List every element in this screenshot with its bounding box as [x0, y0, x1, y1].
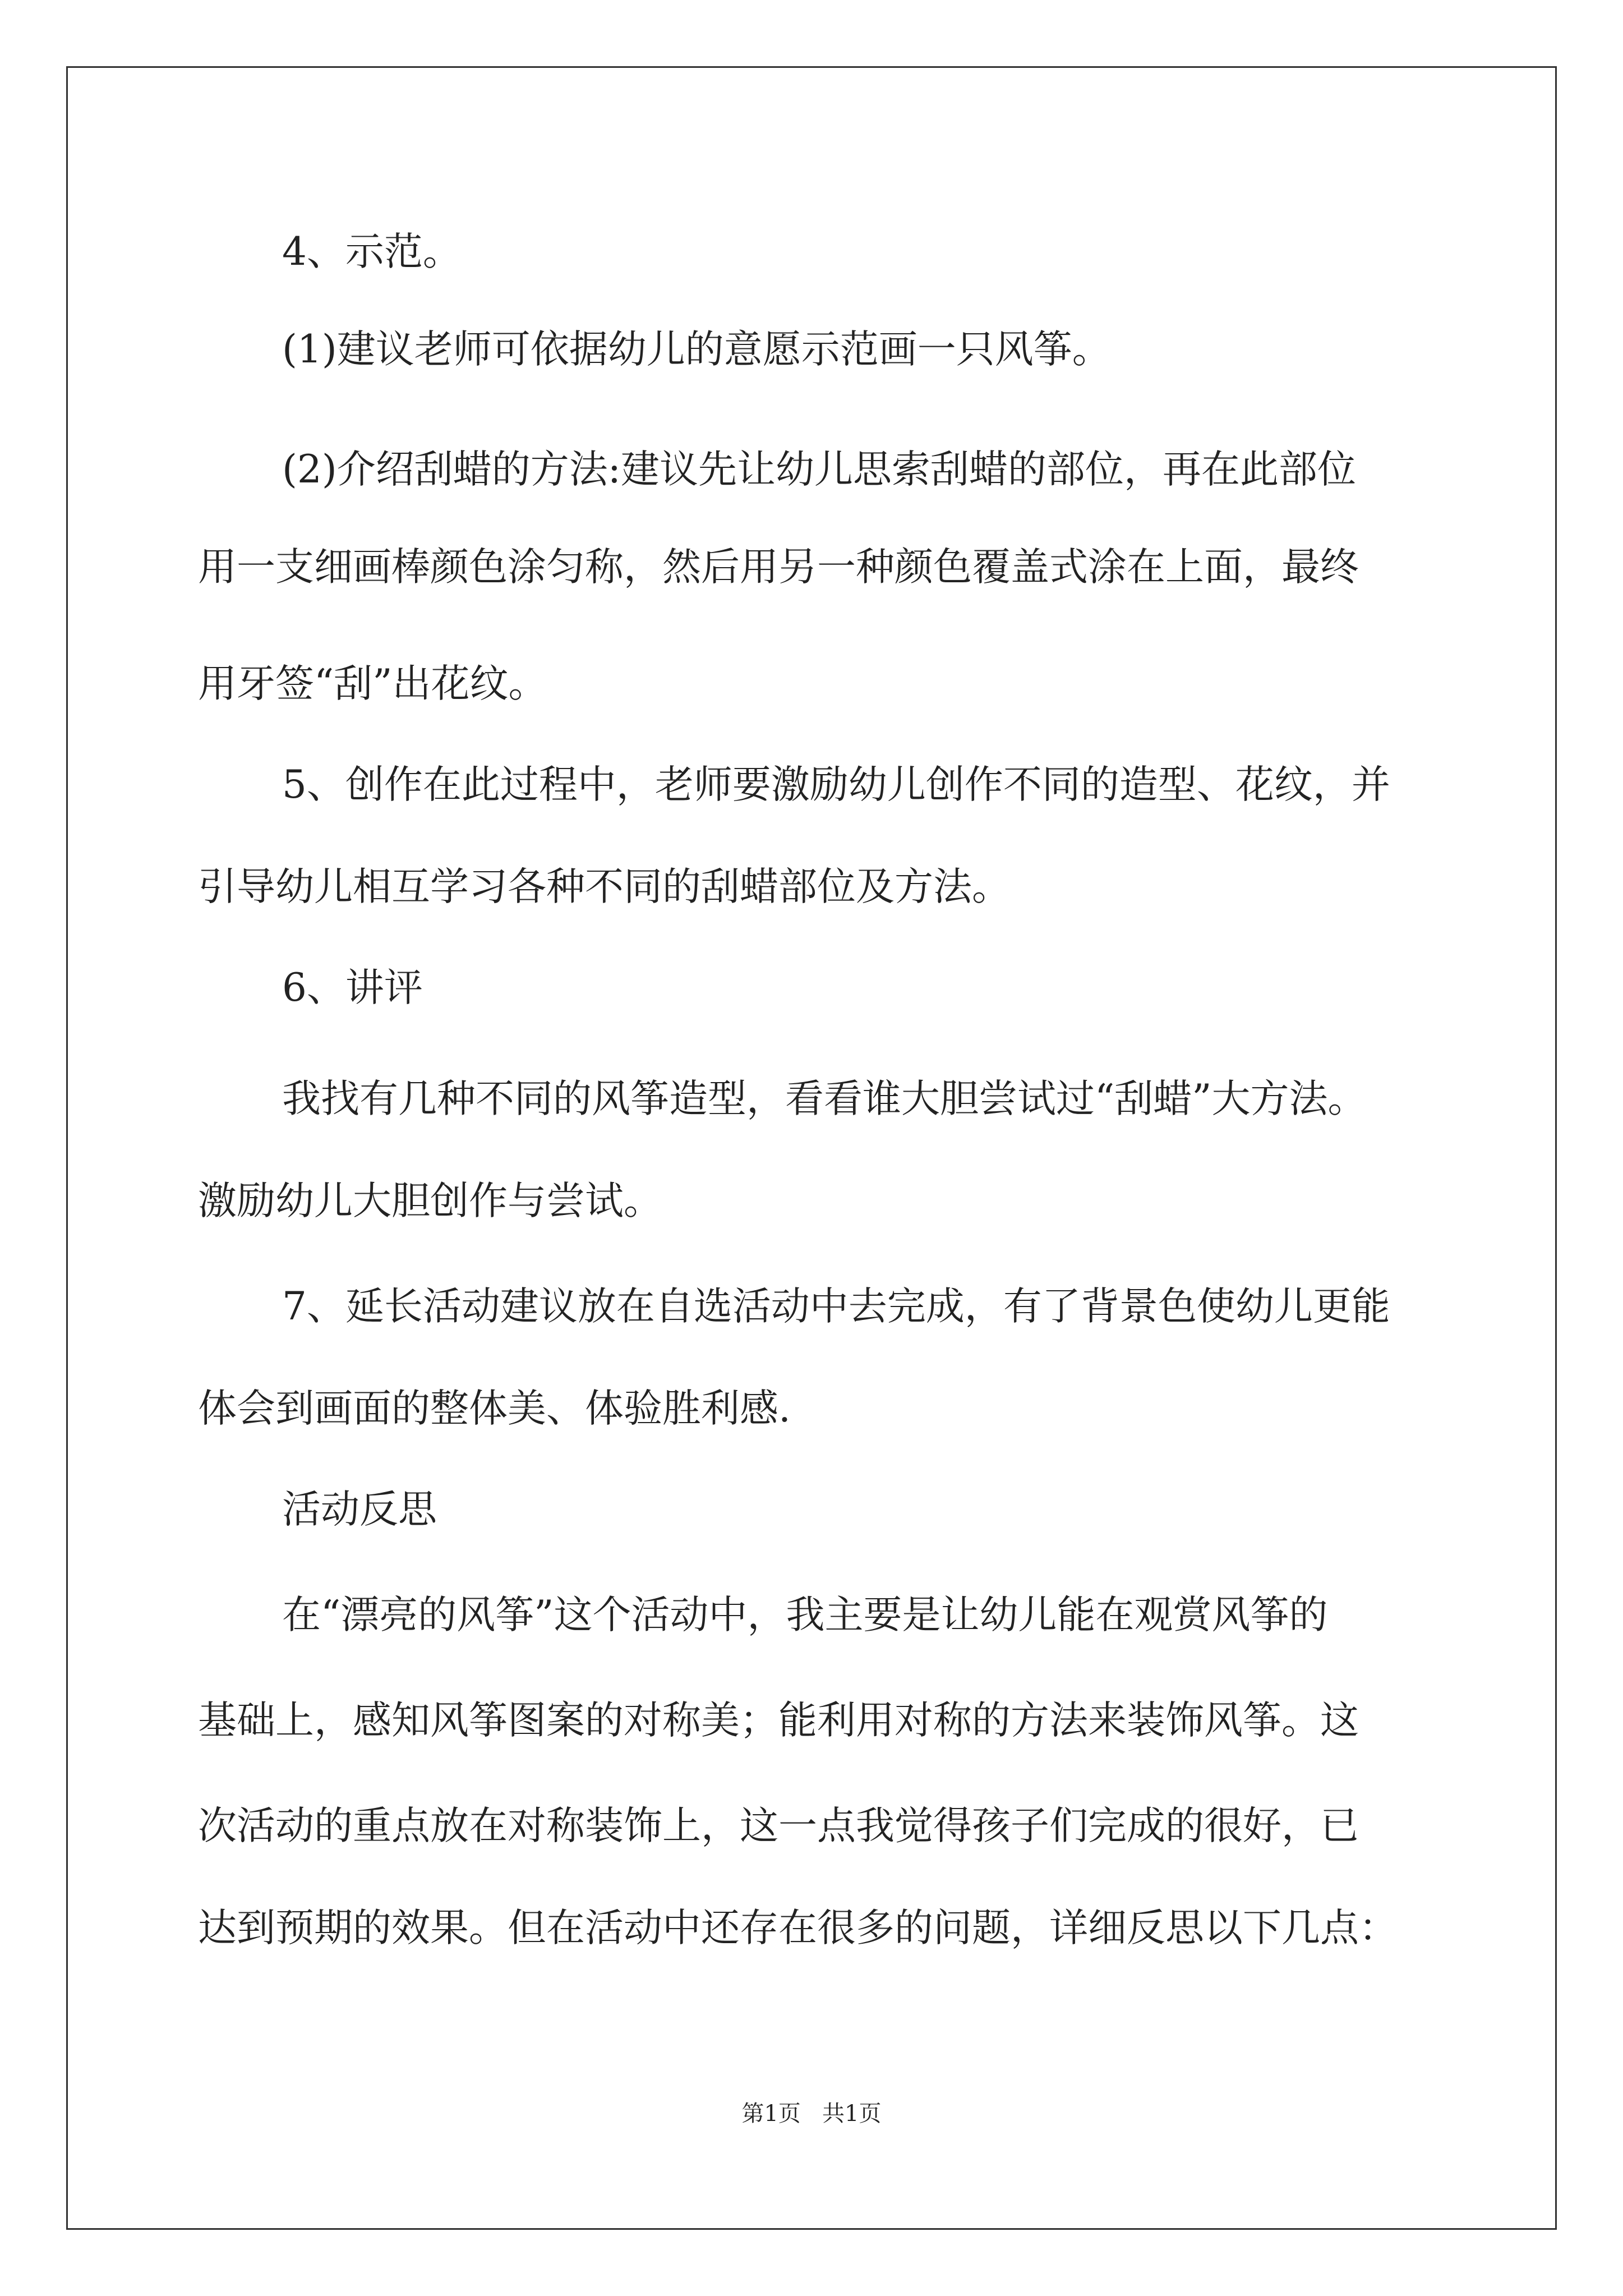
text-line: 激励幼儿大胆创作与尝试。	[198, 1179, 662, 1223]
text-line: (2)介绍刮蜡的方法:建议先让幼儿思索刮蜡的部位，再在此部位	[282, 447, 1356, 492]
text-line: 用一支细画棒颜色涂匀称，然后用另一种颜色覆盖式涂在上面，最终	[198, 545, 1359, 590]
text-line: 用牙签“刮”出花纹。	[198, 661, 547, 706]
text-line: 7、延长活动建议放在自选活动中去完成，有了背景色使幼儿更能	[282, 1284, 1390, 1329]
section-heading: 活动反思	[282, 1487, 437, 1532]
text-line: (1)建议老师可依据幼儿的意愿示范画一只风筝。	[282, 327, 1111, 372]
text-line: 5、创作在此过程中，老师要激励幼儿创作不同的造型、花纹，并	[282, 762, 1390, 807]
text-line: 6、讲评	[282, 965, 423, 1010]
text-line: 次活动的重点放在对称装饰上，这一点我觉得孩子们完成的很好，已	[198, 1803, 1359, 1848]
text-line: 在“漂亮的风筝”这个活动中，我主要是让幼儿能在观赏风筝的	[282, 1593, 1328, 1637]
page-number-footer: 第1页 共1页	[741, 2101, 882, 2127]
text-line: 基础上，感知风筝图案的对称美；能利用对称的方法来装饰风筝。这	[198, 1698, 1359, 1743]
text-line: 引导幼儿相互学习各种不同的刮蜡部位及方法。	[198, 864, 1011, 909]
text-line: 体会到画面的整体美、体验胜利感.	[198, 1386, 791, 1431]
text-line: 达到预期的效果。但在活动中还存在很多的问题，详细反思以下几点：	[198, 1906, 1398, 1950]
text-line: 我找有几种不同的风筝造型，看看谁大胆尝试过“刮蜡”大方法。	[282, 1076, 1367, 1121]
text-line: 4、示范。	[282, 229, 462, 274]
